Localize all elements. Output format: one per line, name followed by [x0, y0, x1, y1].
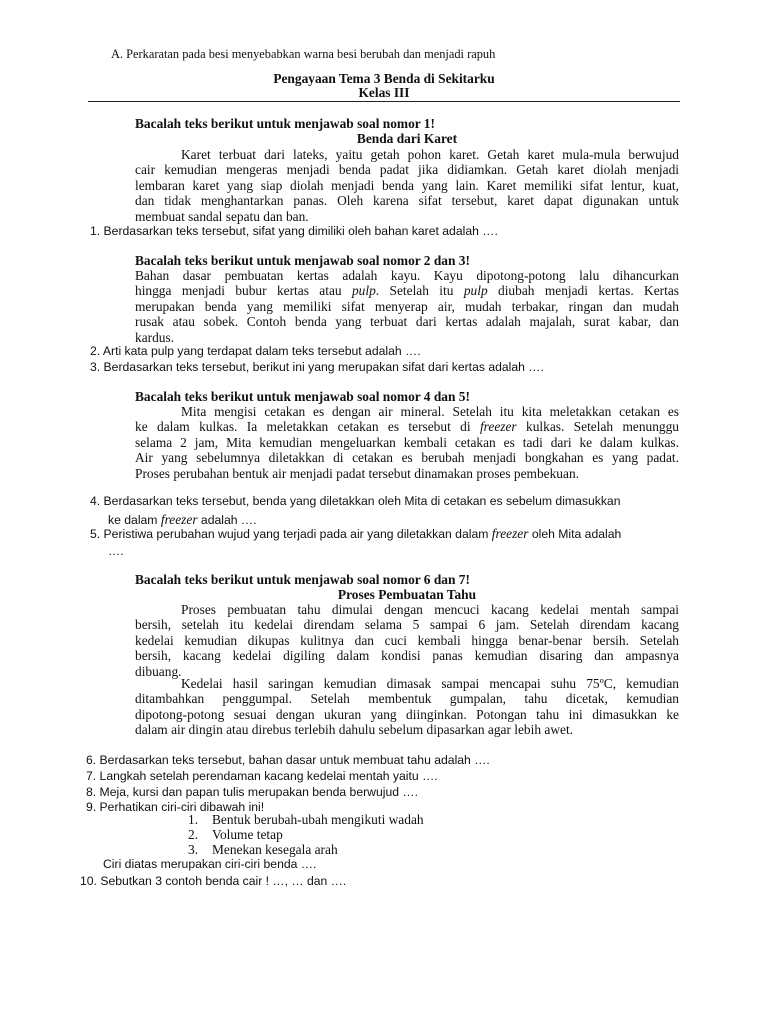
paragraph-line: merupakan benda yang memiliki sifat menyerap air, mudah terbakar, ringan dan mudah — [135, 298, 679, 314]
question-4 — [90, 494, 680, 529]
section4-title: Proses Pembuatan Tahu — [337, 587, 477, 602]
paragraph-line: dibuang. — [135, 663, 182, 679]
paragraph-line: bersih, setelah itu kedelai direndam selama 5 sampai 6 jam. Setelah direndam kacang — [135, 617, 679, 633]
question-9-stem: 9. Perhatikan ciri-ciri dibawah ini! — [86, 800, 265, 814]
paragraph-line: Proses pembuatan tahu dimulai dengan mencuci kacang kedelai mentah sampai — [181, 602, 679, 617]
italic-term: freezer — [479, 419, 517, 435]
section2-paragraph — [135, 268, 679, 345]
q9-list-item: 2. Volume tetap — [188, 827, 283, 842]
paragraph-line: Kedelai hasil saringan kemudian dimasak sampai mencapai suhu 75ºC, kemudian — [181, 676, 679, 691]
section2-instruction: Bacalah teks berikut untuk menjawab soal nomor 2 dan 3! — [135, 253, 470, 268]
paragraph-line: membuat sandal sepatu dan ban. — [135, 208, 309, 224]
section3-paragraph — [135, 404, 679, 481]
page-title: Pengayaan Tema 3 Benda di Sekitarku — [273, 71, 495, 86]
question-2: 2. Arti kata pulp yang terdapat dalam teks tersebut adalah …. — [90, 344, 421, 358]
paragraph-line: Bahan dasar pembuatan kertas adalah kayu. Kayu dipotong-potong lalu dihancurkan — [135, 268, 679, 283]
italic-term: freezer — [491, 526, 529, 541]
paragraph-line: dipotong-potong sesuai dengan ukuran yang diinginkan. Potongan tahu ini dimasukkan ke — [135, 706, 679, 722]
paragraph-line: Proses perubahan bentuk air menjadi padat tersebut dinamakan proses pembekuan. — [135, 465, 579, 481]
italic-term: freezer — [160, 512, 198, 528]
question-1: 1. Berdasarkan teks tersebut, sifat yang dimiliki oleh bahan karet adalah …. — [90, 224, 498, 238]
title-divider — [88, 101, 680, 102]
page-subtitle: Kelas III — [358, 85, 410, 100]
paragraph-line: hingga menjadi bubur kertas atau pulp. Setelah itu pulp diubah menjadi kertas. Kertas — [135, 283, 679, 299]
paragraph-line: kardus. — [135, 329, 175, 345]
italic-term: pulp — [351, 283, 376, 299]
section1-title: Benda dari Karet — [356, 131, 458, 146]
top-line: A. Perkaratan pada besi menyebabkan warna besi berubah dan menjadi rapuh — [111, 47, 496, 61]
section3-instruction: Bacalah teks berikut untuk menjawab soal nomor 4 dan 5! — [135, 389, 470, 404]
paragraph-line: selama 2 jam, Mita kemudian mengeluarkan kembali cetakan es tadi dari ke dalam kulkas. — [135, 434, 679, 450]
section1-instruction: Bacalah teks berikut untuk menjawab soal nomor 1! — [135, 116, 435, 131]
paragraph-line: Karet terbuat dari lateks, yaitu getah pohon karet. Getah karet mula-mula berwujud — [181, 147, 679, 162]
paragraph-line: ditambahkan penggumpal. Setelah membentuk gumpalan, tahu dicetak, kemudian — [135, 691, 679, 707]
paragraph-line: rusak atau sobek. Contoh benda yang terbuat dari kertas adalah majalah, surat kabar, dan — [135, 314, 679, 330]
question-4-line: ke dalam freezer adalah …. — [108, 512, 257, 528]
question-8: 8. Meja, kursi dan papan tulis merupakan benda berwujud …. — [86, 785, 418, 799]
question-5-line: 5. Peristiwa perubahan wujud yang terjadi pada air yang diletakkan dalam freezer oleh Mita adalah — [90, 526, 622, 541]
question-5-line: …. — [108, 544, 124, 559]
q9-list-item: 1. Bentuk berubah-ubah mengikuti wadah — [188, 812, 424, 827]
question-6: 6. Berdasarkan teks tersebut, bahan dasar untuk membuat tahu adalah …. — [86, 753, 490, 767]
question-7: 7. Langkah setelah perendaman kacang kedelai mentah yaitu …. — [86, 769, 438, 783]
paragraph-line: kedelai kemudian dikupas kulitnya dan cuci kembali hingga benar-benar bersih. Setelah — [135, 632, 679, 648]
paragraph-line: dan tidak menghantarkan panas. Oleh karena sifat tersebut, karet dapat digunakan untuk — [135, 193, 679, 209]
paragraph-line: bersih, kacang kedelai digiling dalam kondisi panas kemudian disaring dan ampasnya — [135, 648, 679, 664]
paragraph-line: Mita mengisi cetakan es dengan air mineral. Setelah itu kita meletakkan cetakan es — [181, 404, 679, 419]
paragraph-line: cair kemudian mengeras menjadi benda padat jika didiamkan. Getah karet diolah menjadi — [135, 162, 679, 178]
section4-paragraph-2 — [135, 676, 679, 738]
question-9-tail: Ciri diatas merupakan ciri-ciri benda …. — [103, 857, 317, 871]
paragraph-line: dalam air dingin atau direbus terlebih dahulu sebelum dipasarkan agar lebih awet. — [135, 722, 574, 738]
section4-instruction: Bacalah teks berikut untuk menjawab soal nomor 6 dan 7! — [135, 572, 470, 587]
paragraph-line: lembaran karet yang siap diolah menjadi benda yang lain. Karet memiliki sifat lentur, kuat, — [135, 177, 679, 193]
section1-paragraph — [135, 147, 679, 224]
question-4-line: 4. Berdasarkan teks tersebut, benda yang diletakkan oleh Mita di cetakan es sebelum dimasukkan — [90, 494, 621, 508]
paragraph-line: ke dalam kulkas. Ia meletakkan cetakan es tersebut di freezer kulkas. Setelah menunggu — [135, 419, 679, 435]
section4-paragraph-1 — [135, 602, 679, 679]
question-10: 10. Sebutkan 3 contoh benda cair ! …, … dan …. — [80, 874, 347, 888]
q9-list-item: 3. Menekan kesegala arah — [188, 842, 338, 857]
question-3: 3. Berdasarkan teks tersebut, berikut ini yang merupakan sifat dari kertas adalah …. — [90, 360, 544, 374]
question-5 — [90, 526, 680, 560]
italic-term: pulp — [463, 283, 488, 299]
paragraph-line: Air yang sebelumnya diletakkan di cetakan es berubah menjadi bongkahan es yang padat. — [135, 450, 679, 466]
